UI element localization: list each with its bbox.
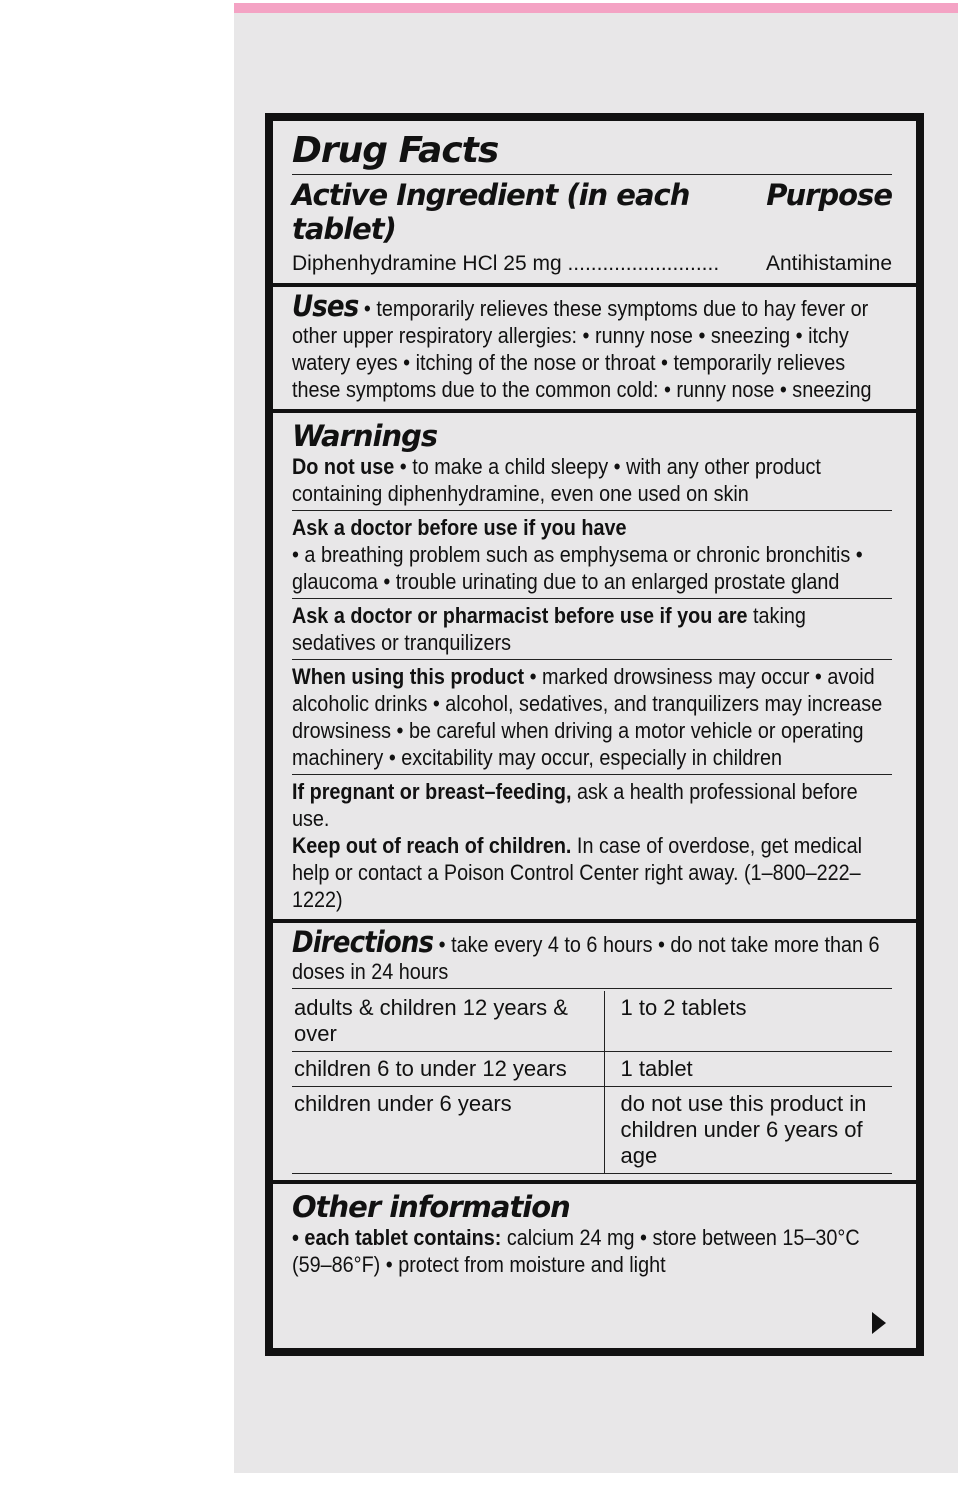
pregnant-text: ask a health professional before use. <box>292 779 858 831</box>
do-not-use-label: Do not use <box>292 454 395 479</box>
table-row <box>292 1087 892 1174</box>
drug-facts-title: Drug Facts <box>292 130 499 171</box>
warnings-section <box>273 413 916 919</box>
keep-out-label: Keep out of reach of children. <box>292 833 572 858</box>
uses-section <box>273 287 916 409</box>
dosage-amount: do not use this product in children under 6 years of age <box>604 1087 892 1174</box>
ask-doctor-text: • a breathing problem such as emphysema or chronic bronchitis • glaucoma • trouble urinating due to an enlarged prostate gland <box>292 542 863 594</box>
purpose-text: Antihistamine <box>765 252 892 275</box>
dosage-amount: 1 to 2 tablets <box>604 991 892 1052</box>
dosage-amount: 1 tablet <box>604 1052 892 1087</box>
when-using-text: • marked drowsiness may occur • avoid alcoholic drinks • alcohol, sedatives, and tranquilizers may increase drowsiness • be careful when driving a motor vehicle or operating machinery • excitability may occur, especially in children <box>292 664 883 770</box>
do-not-use-text: • to make a child sleepy • with any other product containing diphenhydramine, even one used on skin <box>292 454 821 506</box>
table-row <box>292 991 892 1052</box>
each-tablet-label: • each tablet contains: <box>292 1225 502 1250</box>
when-using-label: When using this product <box>292 664 525 689</box>
active-ingredient-header: Active Ingredient (in each tablet) <box>292 178 690 246</box>
uses-heading: Uses <box>292 289 359 323</box>
table-row <box>292 1052 892 1087</box>
uses-text: • temporarily relieves these symptoms due to hay fever or other upper respiratory allergies: • runny nose • sneezing • itchy watery eyes • itching of the nose or throat • temporarily relieves these symptoms due to the common cold: • runny nose • sneezing <box>292 296 872 402</box>
ask-doctor-label: Ask a doctor before use if you have <box>292 515 627 540</box>
keep-out-text: In case of overdose, get medical help or contact a Poison Control Center right away. (1–800–222–1222) <box>292 833 863 912</box>
other-info-text: calcium 24 mg • store between 15–30°C (59–86°F) • protect from moisture and light <box>292 1225 860 1277</box>
dosage-table <box>292 991 892 1174</box>
directions-heading: Directions <box>292 925 434 959</box>
dosage-who: adults & children 12 years & over <box>292 991 604 1052</box>
continue-arrow-icon <box>872 1312 886 1334</box>
other-info-heading: Other information <box>292 1190 570 1224</box>
directions-text: • take every 4 to 6 hours • do not take more than 6 doses in 24 hours <box>292 932 880 984</box>
pregnant-label: If pregnant or breast–feeding, <box>292 779 572 804</box>
other-information-section <box>273 1184 916 1348</box>
ask-pharmacist-label: Ask a doctor or pharmacist before use if you are <box>292 603 748 628</box>
directions-section <box>273 923 916 1180</box>
active-ingredient-section <box>273 121 916 283</box>
warnings-heading: Warnings <box>292 419 438 453</box>
ask-pharmacist-text: taking sedatives or tranquilizers <box>292 603 806 655</box>
ingredient-text: Diphenhydramine HCl 25 mg .......................... <box>292 252 720 275</box>
dosage-who: children 6 to under 12 years <box>292 1052 604 1087</box>
drug-facts-panel <box>265 113 924 1356</box>
purpose-header: Purpose <box>766 178 892 212</box>
dosage-who: children under 6 years <box>292 1087 604 1174</box>
